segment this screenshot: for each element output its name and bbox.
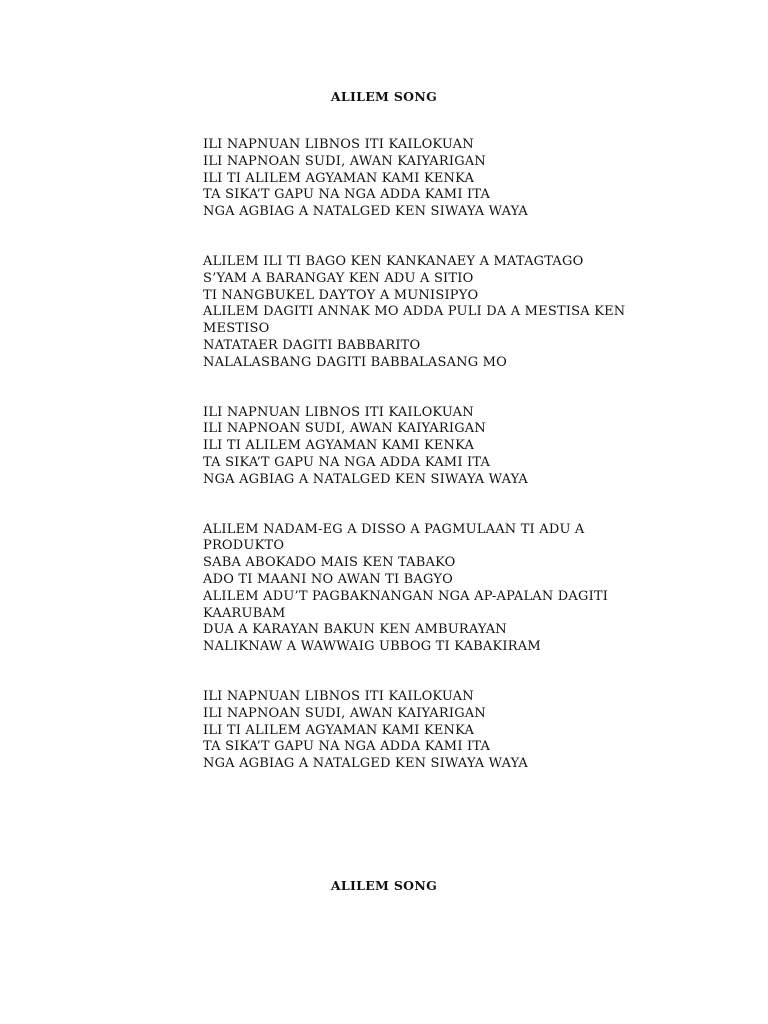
lyric-line: NGA AGBIAG A NATALGED KEN SIWAYA WAYA — [203, 756, 528, 772]
stanza-chorus-2 — [203, 405, 653, 489]
lyric-line: ILI NAPNUAN LIBNOS ITI KAILOKUAN — [203, 404, 474, 420]
song-title: ALILEM SONG — [330, 89, 438, 104]
lyric-line: DUA A KARAYAN BAKUN KEN AMBURAYAN — [203, 622, 507, 638]
lyric-line: TA SIKA’T GAPU NA NGA ADDA KAMI ITA — [203, 454, 491, 470]
lyric-line: ALILEM NADAM-EG A DISSO A PAGMULAAN TI ADU A PRODUKTO — [203, 521, 585, 554]
song-title-repeat: ALILEM SONG — [330, 878, 438, 893]
lyric-line: NGA AGBIAG A NATALGED KEN SIWAYA WAYA — [203, 204, 528, 220]
lyric-line: ILI NAPNUAN LIBNOS ITI KAILOKUAN — [203, 688, 474, 704]
lyric-line: NALALASBANG DAGITI BABBALASANG MO — [203, 354, 508, 370]
lyric-line: ALILEM ADU’T PAGBAKNANGAN NGA AP-APALAN DAGITI KAARUBAM — [203, 588, 609, 621]
lyric-line: ILI TI ALILEM AGYAMAN KAMI KENKA — [203, 170, 475, 186]
lyric-line: ILI NAPNUAN LIBNOS ITI KAILOKUAN — [203, 137, 474, 152]
lyric-line: SABA ABOKADO MAIS KEN TABAKO — [203, 555, 456, 571]
stanza-verse-1 — [203, 254, 653, 372]
lyrics-body — [203, 137, 653, 806]
lyric-line: TI NANGBUKEL DAYTOY A MUNISIPYO — [203, 287, 479, 303]
lyric-line: ALILEM ILI TI BAGO KEN KANKANAEY A MATAGTAGO — [203, 253, 584, 269]
lyric-line: TA SIKA’T GAPU NA NGA ADDA KAMI ITA — [203, 739, 491, 755]
stanza-chorus-3 — [203, 689, 653, 773]
lyric-line: ILI NAPNOAN SUDI, AWAN KAIYARIGAN — [203, 705, 486, 721]
lyric-line: ILI TI ALILEM AGYAMAN KAMI KENKA — [203, 722, 475, 738]
stanza-verse-2 — [203, 522, 653, 656]
lyric-line: ILI NAPNOAN SUDI, AWAN KAIYARIGAN — [203, 153, 486, 169]
lyric-line: ILI TI ALILEM AGYAMAN KAMI KENKA — [203, 438, 475, 454]
lyric-line: NGA AGBIAG A NATALGED KEN SIWAYA WAYA — [203, 471, 528, 487]
lyric-line: TA SIKA’T GAPU NA NGA ADDA KAMI ITA — [203, 187, 491, 203]
lyric-line: NATATAER DAGITI BABBARITO — [203, 337, 421, 353]
lyric-line: NALIKNAW A WAWWAIG UBBOG TI KABAKIRAM — [203, 639, 541, 655]
stanza-chorus-1 — [203, 137, 653, 221]
lyric-line: S’YAM A BARANGAY KEN ADU A SITIO — [203, 270, 474, 286]
lyric-line: ILI NAPNOAN SUDI, AWAN KAIYARIGAN — [203, 421, 486, 437]
lyric-line: ALILEM DAGITI ANNAK MO ADDA PULI DA A MESTISA KEN MESTISO — [203, 304, 626, 337]
lyric-line: ADO TI MAANI NO AWAN TI BAGYO — [203, 571, 453, 587]
